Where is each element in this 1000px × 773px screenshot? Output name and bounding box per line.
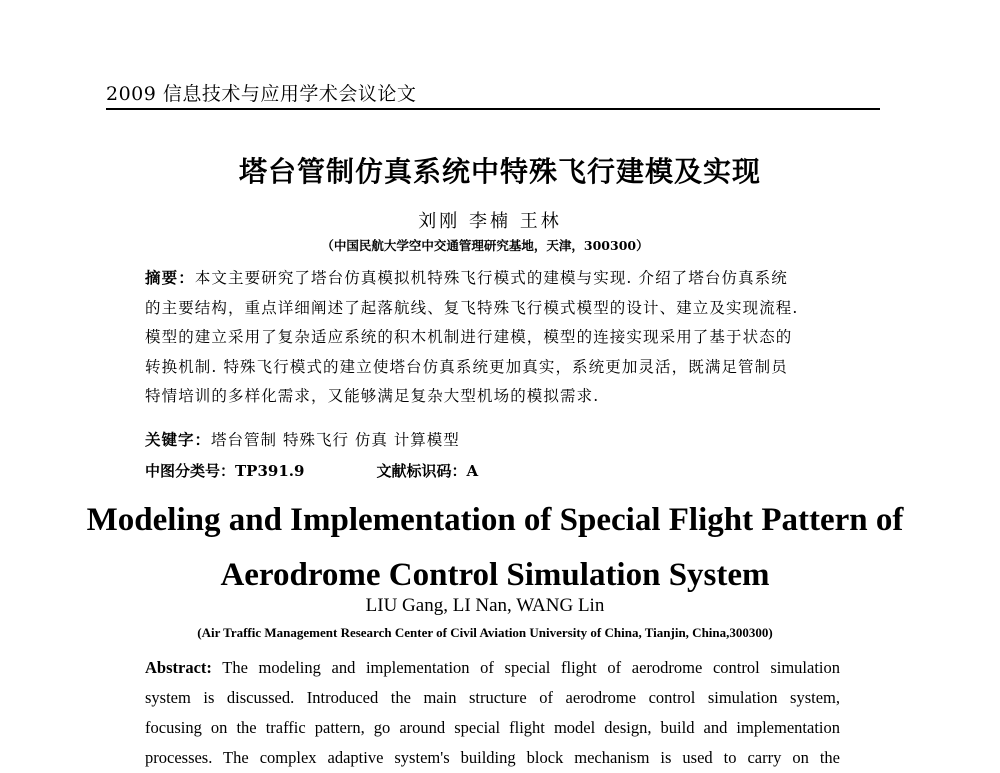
chinese-abstract-line: 模型的建立采用了复杂适应系统的积木机制进行建模，模型的连接实现采用了基于状态的: [145, 328, 793, 346]
english-abstract-line: processes. The complex adaptive system's building block mechanism is used to carry on the: [145, 748, 840, 767]
chinese-abstract-text: 本文主要研究了塔台仿真模拟机特殊飞行模式的建模与实现. 介绍了塔台仿真系统: [194, 269, 788, 287]
chinese-abstract-line: 的主要结构，重点详细阐述了起落航线、复飞特殊飞行模式模型的设计、建立及实现流程.: [145, 298, 799, 317]
english-abstract-line: [145, 653, 840, 683]
chinese-keywords: [145, 428, 845, 450]
english-abstract-text: The modeling and implementation of special flight of aerodrome control simulation: [222, 658, 840, 677]
chinese-abstract-line: 特情培训的多样化需求，又能够满足复杂大型机场的模拟需求.: [145, 387, 600, 405]
clc-value: TP391.9: [235, 462, 305, 480]
english-abstract-line: system is discussed. Introduced the main structure of aerodrome control simulation system,: [145, 688, 840, 707]
chinese-abstract-label: 摘要：: [145, 268, 195, 287]
chinese-title: 塔台管制仿真系统中特殊飞行建模及实现: [238, 155, 761, 188]
english-title: [0, 493, 990, 603]
chinese-keywords-text: 塔台管制 特殊飞行 仿真 计算模型: [211, 431, 460, 449]
english-abstract-label: Abstract:: [145, 658, 212, 677]
english-title-line-2: Aerodrome Control Simulation System: [220, 557, 770, 593]
chinese-abstract: [145, 263, 845, 412]
doc-code-value: A: [466, 462, 479, 480]
english-abstract: [145, 653, 840, 773]
chinese-authors: 刘刚 李楠 王林: [418, 211, 562, 232]
running-head: 2009 信息技术与应用学术会议论文: [106, 82, 880, 110]
doc-code-label: 文献标识码：: [376, 462, 467, 480]
chinese-abstract-line: [145, 263, 845, 294]
chinese-affiliation: （中国民航大学空中交通管理研究基地，天津，300300）: [321, 238, 649, 253]
chinese-classification: [145, 460, 845, 481]
chinese-abstract-line: 转换机制. 特殊飞行模式的建立使塔台仿真系统更加真实，系统更加灵活，既满足管制员: [145, 357, 788, 376]
english-affiliation: (Air Traffic Management Research Center of Civil Aviation University of China, Tianjin, China,300300): [197, 625, 773, 640]
english-title-line-1: Modeling and Implementation of Special Flight Pattern of: [86, 502, 904, 538]
english-authors: LIU Gang, LI Nan, WANG Lin: [365, 595, 605, 616]
clc-label: 中图分类号：: [145, 462, 236, 480]
chinese-keywords-label: 关键字：: [145, 430, 212, 449]
english-abstract-line: focusing on the traffic pattern, go around special flight model design, build and implementation: [145, 718, 840, 737]
